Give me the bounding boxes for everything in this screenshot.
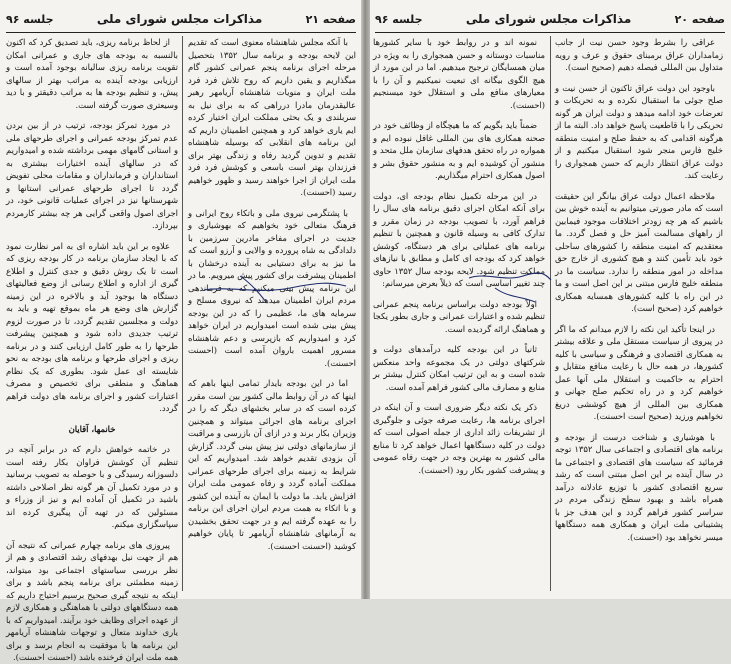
column-divider bbox=[182, 36, 183, 591]
paragraph: در اینجا تأکید این نکته را لازم میدانم که ما اگر در پیروی از سیاست مستقل ملی و علاقه بیشتر به همکاری اقتصادی و فرهنگی و سیاسی با کلیه کشورها، در همه حال با رعایت منافع متقابل و احترام به حاکمیت و استقلال ملی آنها عمل خواهیم کرد و در راه تحکیم صلح جهانی و همکاری بین المللی از هیچ کوششی دریغ نخواهیم ورزید (صحیح است احسنت). bbox=[555, 323, 723, 421]
page-header bbox=[6, 6, 356, 33]
text-column-left bbox=[373, 36, 545, 593]
paragraph: اما در این بودجه بایدار تمامی اینها باهم که اینها که در آن روابط مالی کشور بین است مقرر کرده است که در سایر بخشهای دیگر که را در اجرای برنامه های اجرائی میتواند و همچنین وزیران بکار برند و در ازای آن بازرسی و مراقبت از سازمانهای دولتی نیز پیش بینی گردد. گزارش آن بزودی تقدیم خواهد شد. امیدواریم که این شرایط به زمینه برای اجرای طرحهای عمرانی مملکت آماده گردد و رفاه عمومی ملت ایران افزایش یابد. ما دولت با ایمان به آینده این کشور و با اتکاء به همت مردم ایران اجرای این برنامه را به عهده گرفته ایم و در جهت تحقق بخشیدن به آرمانهای شاهنشاه آریامهر تا پایان خواهیم کوشید (احسنت احسنت). bbox=[188, 378, 356, 551]
page-number: صفحه ۲۱ bbox=[305, 12, 356, 26]
section-heading: خانمها، آقایان bbox=[68, 423, 116, 434]
paragraph: باوجود این دولت عراق تاکنون از حسن نیت و صلح جوئی ما استقبال نکرده و به تحریکات و تعرضات خود ادامه میدهد و دولت ایران هر گونه تحریکی را با قاطعیت پاسخ خواهد داد. البته ما از هرگونه اقدامی که به حفظ صلح و امنیت منطقه خلیج فارس منجر شود استقبال میکنیم و از دولت عراق انتظار داریم که حسن همجواری را رعایت کند. bbox=[555, 82, 723, 180]
page-20 bbox=[369, 0, 731, 599]
paragraph: در این مرحله تکمیل نظام بودجه ای، دولت برای آنکه امکان اجرای دقیق برنامه های سال را فراهم آورد، با تصویب بودجه در زمان مقرر و تدارک کافی به وسیله قانون و همچنین با تنظیم برنامه های عملیاتی برای هر دستگاه، کوشش خواهد کرد که بودجه ای کامل و مطابق با نیازهای مملکت تنظیم شود. لایحه بودجه سال ۱۳۵۲ حاوی چند تغییر اساسی است که ذیلاً بعرض میرسانم: bbox=[373, 190, 545, 288]
paragraph: پیروزی های برنامه چهارم عمرانی که نتیجه آن هم از جهت نیل بهدفهای رشد اقتصادی و هم از نظر بررسی سیاستهای اجتماعی بود میتواند، زمینه مطمئنی برای برنامه پنجم باشد و برای اینکه به نتیجه گیری صحیح برسیم احتیاج داریم که همه دستگاههای دولتی با هماهنگی و همکاری لازم از عهده اجرای وظایف خود برآیند. امیدواریم که با یاری خداوند متعال و توجهات شاهنشاه آریامهر این برنامه ها با موفقیت به انجام برسد و برای همه ملت ایران فرخنده باشد (احسنت احسنت). bbox=[6, 539, 178, 662]
paragraph: نمونه اند و در روابط خود با سایر کشورها مناسبات دوستانه و حسن همجواری را به ویژه در میان همسایگان ترجیح میدهیم. اما در این مورد از هیچ الگوی بیگانه ای تبعیت نمیکنیم و آن را با معیارهای منافع ملی و استقلال خود میسنجیم (احسنت). bbox=[373, 37, 545, 110]
paragraph: ملاحظه اعمال دولت عراق بیانگر این حقیقت است که مادر صورتی میتوانیم به آینده خوش بین باشیم که هر چه زودتر اختلافات موجود فیمابین از راههای مسالمت آمیز حل و فصل گردد. ما معتقدیم که امنیت منطقه را کشورهای ساحلی خود باید تأمین کنند و هیچ کشوری از خارج حق مداخله در امور منطقه را ندارد. سیاست ما در منطقه خلیج فارس مبتنی بر این اصل است و ما در این راه با کلیه کشورهای همسایه همکاری خواهیم کرد (صحیح است). bbox=[555, 190, 723, 313]
text-column-left bbox=[6, 36, 178, 662]
session-number: جلسه ۹۶ bbox=[375, 12, 423, 26]
paragraph: ضمناً باید بگویم که ما هیچگاه از وظائف خود در صحنه همکاری های بین المللی غافل نبوده ایم و همواره در راه تحقق هدفهای سازمان ملل متحد و منشور آن کوشیده ایم و به منشور حقوق بشر و اصول همکاری احترام میگذاریم. bbox=[373, 120, 545, 180]
running-title: مذاکرات مجلس شورای ملی bbox=[465, 12, 632, 26]
running-title: مذاکرات مجلس شورای ملی bbox=[96, 12, 263, 26]
paragraph: در خاتمه خواهش دارم که در برابر آنچه در تنظیم آن کوشش فراوان بکار رفته است دلسوزانه رسیدگی و با حوصله به تصویب برسانید و در مورد تکمیل آن هر گونه نظر اصلاحی داشته باشید در تکمیل آن آماده ایم و نیز از وزراء و مسئولین که در تهیه آن پیگیری کرده اند سپاسگزاری میکنم. bbox=[6, 444, 178, 529]
session-number: جلسه ۹۶ bbox=[6, 12, 54, 26]
paragraph: عراقی را بشرط وجود حسن نیت از جانب زمامداران عراق برمبنای حقوق و عرف و رویه متداول بین المللی فیصله دهیم (صحیح است). bbox=[555, 37, 723, 72]
paragraph: ثانیاً در این بودجه کلیه درآمدهای دولت و شرکتهای دولتی در یک مجموعه واحد منعکس شده است و به این ترتیب امکان کنترل بیشتر بر منابع و مصارف مالی کشور فراهم آمده است. bbox=[373, 344, 545, 392]
page-number: صفحه ۲۰ bbox=[674, 12, 725, 26]
paragraph: با پشتگرمی نیروی ملی و باتکاء روح ایرانی و فرهنگ متعالی خود بخواهیم که بهوشیاری و جدیت در اجرای مفاخر مادرین سرزمین با دلدادگی به شاه پرورده و والایی و آرزو است که ما نیز به برای دستیابی به آینده درخشان با اطمینان پیشرفت برای کشور پیش میرویم. ما در این برنامه پیش بینی میکنیم که به فرماندهی مردم ایران اطمینان میدهند که نیروی مسلح و سرمایه های ما، عظیمی را که در این بودجه پیش بینی شده است امیدواریم در ایران خواهد کرد و امیدواریم که بازپرسی و دعم شاهنشاه مسرور اهمیت باروان آمده است (احسنت احسنت). bbox=[188, 207, 356, 368]
paragraph: ذکر یک نکته دیگر ضروری است و آن اینکه در اجرای برنامه ها، رعایت صرفه جوئی و جلوگیری از تشریفات زائد اداری از جمله اصولی است که دولت در کلیه دستگاهها اعمال خواهد کرد تا منابع مالی کشور به بهترین وجه در جهت رفاه عمومی و پیشرفت کشور بکار رود (احسنت). bbox=[373, 402, 545, 475]
paragraph: با هوشیاری و شناخت درست از بودجه و برنامه های اقتصادی و اجتماعی سال ۱۳۵۲ توجه فرمائید که سیاست های اقتصادی و اجتماعی ما در سال آینده بر این اصل مبتنی است که رشد سریع اقتصادی کشور با توزیع عادلانه درآمد همراه باشد و بهبود سطح زندگی مردم در سراسر کشور فراهم گردد و این هدف جز با پشتیبانی ملت ایران و همکاری همه دستگاهها میسر نخواهد بود (احسنت). bbox=[555, 431, 723, 542]
page-21 bbox=[0, 0, 362, 662]
paragraph: در مورد تمرکز بودجه، ترتیب در از بین بردن عدم تمرکز بودجه عمرانی و اجرای طرحهای ملی و استانی گامهای مهمی برداشته شده و امیدواریم که در سالهای آینده اختیارات بیشتری به استانداران و فرمانداران و مقامات محلی تفویض گردد تا اجرای طرحهای عمرانی استانها و شهرستانها نیز در اجرای عملیات قانونی خود، در اجرای اصول واقعی گرایی هر چه بیشتر کارمردم بپردازد. bbox=[6, 120, 178, 230]
page-header bbox=[375, 6, 725, 33]
text-column-right bbox=[188, 36, 356, 593]
paragraph: با آنکه مجلس شاهنشاه معنوی است که تقدیم این لایحه بودجه و برنامه سال ۱۳۵۲ بتحصیل مرحله اجرای برنامه پنجم عمرانی کشور گام میگذاریم و یقین داریم که روح تلاش فرد فرد ملت ایران و منویات شاهنشاه آریامهر رهبر عالیقدرمان مادرا درراهی که به برای نیل به سربلندی و یک بحثی مملکت ایران اختیار کرده ایم یاری خواهد کرد و همچنین اطمینان داریم که این برنامه های انقلابی که بوسیله شاهنشاه تقدیم و تدوین گردید رفاه و زندگی بهتر برای فرزندان بهتر است باسعی و کوشش فرد فرد ملت ایران از اجرا خواهند رسید و ظهور خواهیم رسید (احسنت). bbox=[188, 37, 357, 197]
paragraph: اولاً بودجه دولت براساس برنامه پنجم عمرانی تنظیم شده و اعتبارات عمرانی و جاری بطور یکجا و هماهنگ ارائه گردیده است. bbox=[373, 298, 545, 334]
text-column-right bbox=[555, 36, 723, 593]
column-divider bbox=[550, 36, 551, 591]
paragraph: علاوه بر این باید اشاره ای به امر نظارت نمود که با ایجاد سازمان برنامه در کار بودجه ریزی که است تا یک روش دقیق و جدی کنترل و اطلاع گیری از اداره و اطلاع رسانی از وضع فعالیتهای دستگاه ها بوجود آید و بالاخره در این زمینه گزارش های وضع هر ماه بموقع تهیه و باید به دولت و مجلسین تقدیم گردد، تا در صورت لزوم ترتیب جدیدی داده شود و همچنین پیشرفت طرحها را به طور کامل ارزیابی کنند و در برنامه ریزی و اجرای طرحها و برنامه های بودجه به نحو شایسته ای عمل شود. بطوری که یک نظام هماهنگ و منطقی برای تخصیص و مصرف اعتبارات کشور و اجرای برنامه های دولت فراهم گردد. bbox=[6, 240, 178, 413]
paragraph: از لحاظ برنامه ریزی، باید تصدیق کرد که اکنون بالنسبه به بودجه های جاری و عمرانی امکان تقویت برنامه ریزی سالیانه بوجود آمده است و ارزیابی بودجه آینده به مراتب بهتر از سالهای پیش، و تنظیم بودجه ها به مراتب دقیقتر و با دید وسیعتری صورت گرفته است. bbox=[6, 37, 178, 110]
